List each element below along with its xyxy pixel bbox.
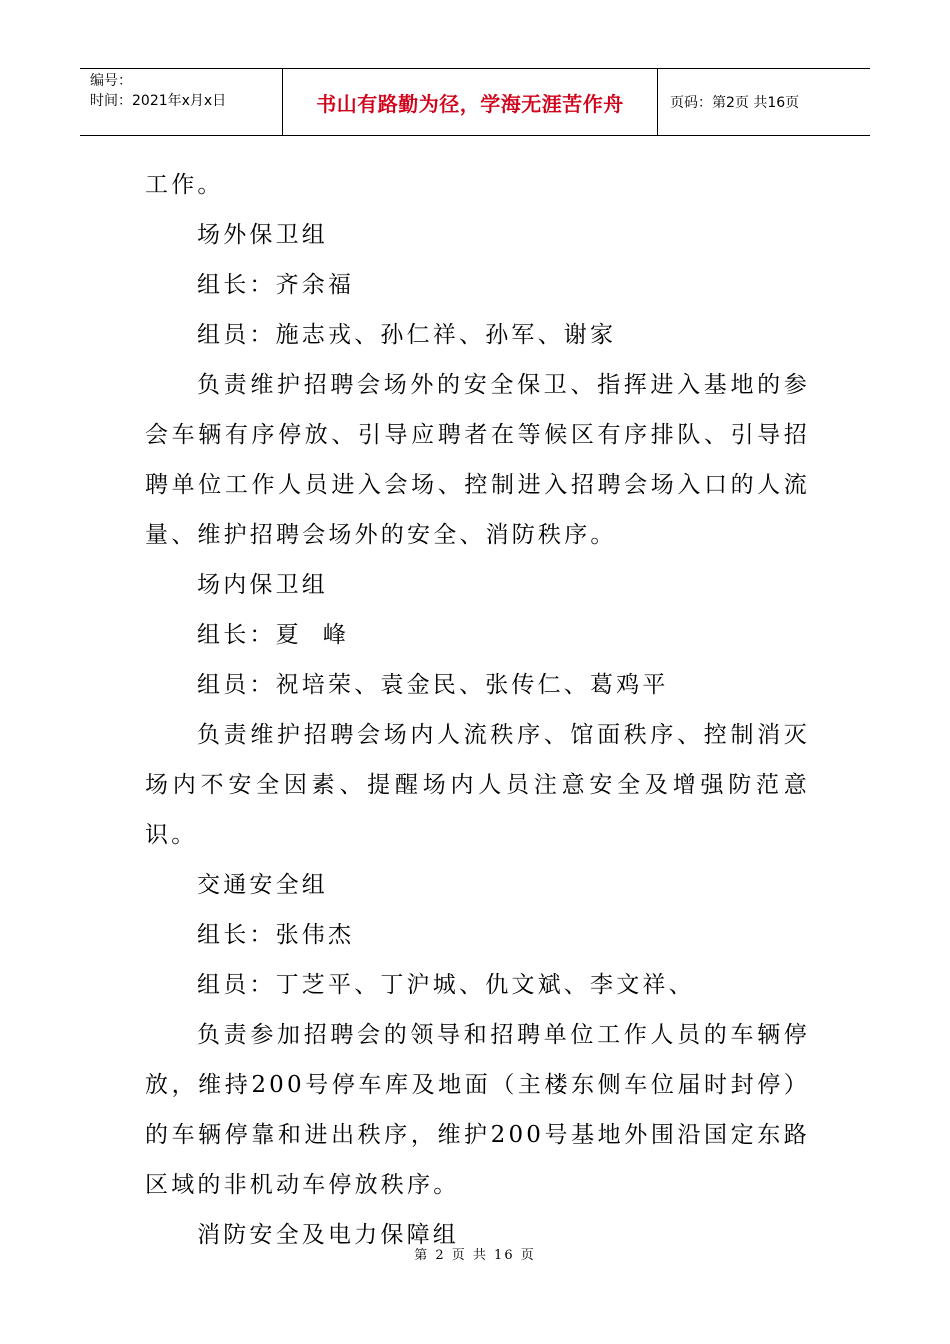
header-page-label: 页码：第2页 共16页: [670, 95, 800, 111]
page-header: [80, 68, 870, 136]
group-leader-line: 组长：齐余福: [197, 272, 355, 298]
paragraph: 负责维护招聘会场内人流秩序、馆面秩序、控制消灭场内不安全因素、提醒场内人员注意安全及增强防范意识。: [145, 722, 810, 848]
header-page-info: [658, 69, 870, 135]
paragraph: 负责维护招聘会场外的安全保卫、指挥进入基地的参会车辆有序停放、引导应聘者在等候区有序排队、引导招聘单位工作人员进入会场、控制进入招聘会场入口的人流量、维护招聘会场外的安全、消防秩序。: [145, 372, 810, 548]
group-members-line: 组员：祝培荣、袁金民、张传仁、葛鸡平: [197, 672, 669, 698]
group-leader-line: 组长：夏 峰: [197, 622, 350, 648]
header-motto: 书山有路勤为径，学海无涯苦作舟: [316, 91, 624, 116]
section-heading: 交通安全组: [197, 872, 328, 898]
section-heading: 场内保卫组: [197, 572, 328, 598]
page-footer: [0, 1244, 950, 1263]
group-members-line: 组员：丁芝平、丁沪城、仇文斌、李文祥、: [197, 972, 695, 998]
footer-page-number: 第 2 页 共 16 页: [414, 1248, 536, 1263]
document-body: [145, 160, 810, 1260]
header-meta: [80, 69, 283, 135]
header-motto-cell: [283, 69, 658, 135]
group-leader-line: 组长：张伟杰: [197, 922, 355, 948]
section-heading: 场外保卫组: [197, 222, 328, 248]
group-members-line: 组员：施志戎、孙仁祥、孙军、谢家: [197, 322, 617, 348]
paragraph: 工作。: [145, 172, 224, 198]
section-heading: 消防安全及电力保障组: [197, 1222, 459, 1248]
document-number-label: 编号：: [90, 73, 132, 89]
paragraph: 负责参加招聘会的领导和招聘单位工作人员的车辆停放，维持200号停车库及地面（主楼东侧车位届时封停）的车辆停靠和进出秩序，维护200号基地外围沿国定东路区域的非机动车停放秩序。: [145, 1022, 810, 1198]
document-time-label: 时间：2021年x月x日: [90, 93, 227, 109]
